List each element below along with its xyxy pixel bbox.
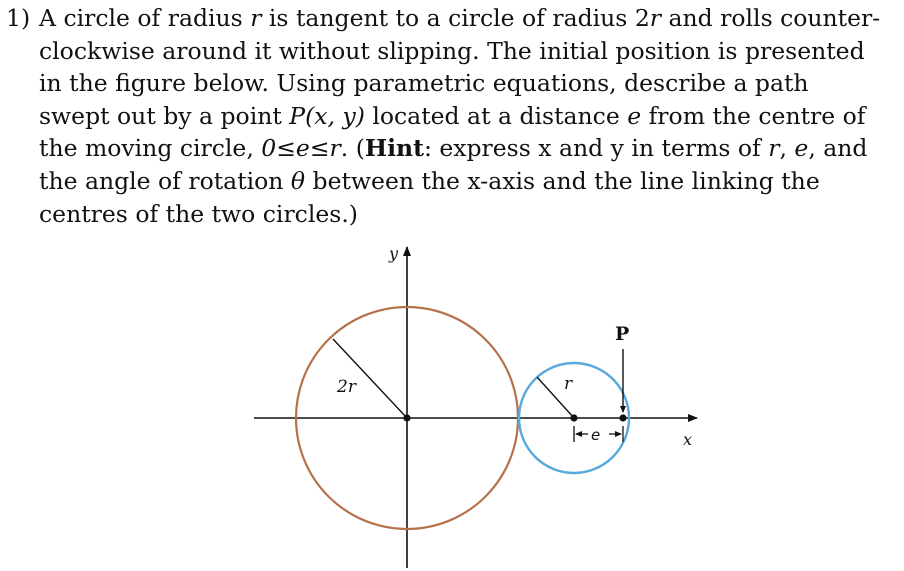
hint-label: Hint: [364, 134, 424, 163]
problem-line-1: 1) A circle of radius r is tangent to a circle of radius 2r and rolls counter-: [6, 2, 898, 35]
x-axis-label: x: [683, 430, 693, 449]
problem-line-2: clockwise around it without slipping. The initial position is presented: [39, 36, 865, 65]
problem-line-4: swept out by a point P(x, y) located at a distance e from the centre of: [39, 101, 866, 130]
problem-number: 1): [6, 4, 31, 32]
problem-line-5: the moving circle, 0≤e≤r. (Hint: express x and y in terms of r, e, and: [39, 134, 868, 163]
problem-line-3: in the figure below. Using parametric equations, describe a path: [39, 69, 809, 98]
big-radius-label: 2r: [337, 377, 356, 397]
small-radius-label: r: [564, 374, 573, 394]
problem-line-7: centres of the two circles.): [39, 199, 358, 228]
problem-line-6: the angle of rotation θ between the x-axis and the line linking the: [39, 166, 820, 195]
origin-center-dot: [403, 414, 410, 421]
point-p-dot: [619, 414, 626, 421]
rolling-center-dot: [570, 414, 577, 421]
y-axis-label: y: [389, 244, 399, 263]
point-p-label: P: [615, 323, 630, 345]
e-distance-label: e: [591, 426, 601, 444]
